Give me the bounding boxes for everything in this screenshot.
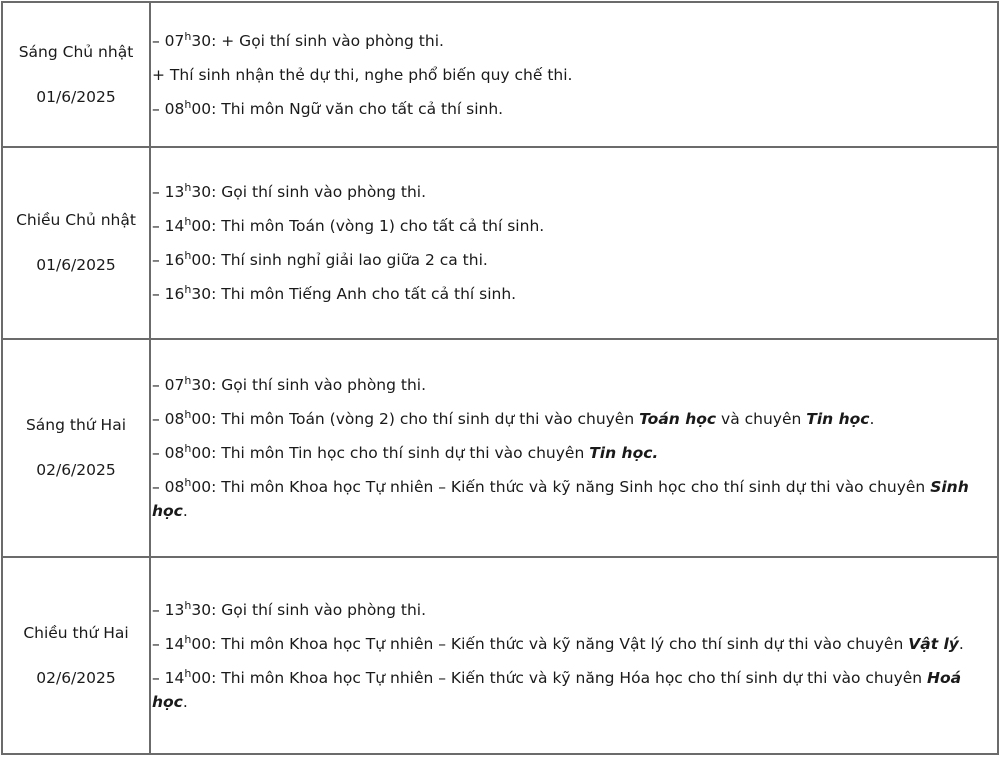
hour-superscript: h — [184, 598, 192, 612]
schedule-item — [151, 282, 997, 306]
hour-superscript: h — [184, 374, 192, 387]
session-date: 02/6/2025 — [36, 668, 116, 687]
item-text: – 07 — [152, 31, 185, 50]
schedule-item — [151, 97, 997, 121]
hour-superscript: h — [184, 283, 192, 296]
schedule-item — [151, 441, 997, 465]
schedule-item — [151, 29, 997, 53]
schedule-item — [151, 248, 997, 272]
session-cell — [2, 339, 150, 557]
item-text: 00: Thi môn Ngữ văn cho tất cả thí sinh. — [191, 99, 504, 118]
session-date: 01/6/2025 — [36, 87, 116, 106]
schedule-item — [151, 598, 997, 622]
session-day: Sáng Chủ nhật — [18, 42, 134, 61]
item-text: . — [958, 634, 964, 653]
hour-superscript: h — [184, 249, 192, 262]
schedule-row-monday-afternoon — [2, 557, 998, 754]
session-day: Chiều thứ Hai — [23, 623, 129, 642]
detail-cell — [150, 2, 998, 147]
item-text: – 07 — [152, 376, 185, 394]
schedule-item — [151, 63, 997, 87]
schedule-item — [151, 666, 997, 714]
item-text: 00: Thi môn Khoa học Tự nhiên – Kiến thức và kỹ năng Sinh học cho thí sinh dự thi vào chuyên — [191, 478, 931, 496]
item-text: 00: Thí sinh nghỉ giải lao giữa 2 ca thi. — [191, 251, 488, 269]
specialization-name: Toán học — [639, 410, 717, 428]
item-text: 00: Thi môn Tin học cho thí sinh dự thi vào chuyên — [191, 444, 590, 462]
specialization-name: Hoá học — [152, 668, 962, 711]
session-cell — [2, 557, 150, 754]
item-text: – 14 — [152, 668, 185, 687]
schedule-item — [151, 214, 997, 238]
session-date: 01/6/2025 — [36, 256, 116, 274]
session-date: 02/6/2025 — [36, 461, 116, 479]
item-text: 30: Gọi thí sinh vào phòng thi. — [191, 376, 427, 394]
item-text: 00: Thi môn Khoa học Tự nhiên – Kiến thức và kỹ năng Hóa học cho thí sinh dự thi vào chuyên — [191, 668, 928, 687]
schedule-row-monday-morning — [2, 339, 998, 557]
schedule-item — [151, 373, 997, 397]
item-text: 30: + Gọi thí sinh vào phòng thi. — [191, 31, 444, 50]
schedule-row-sunday-afternoon — [2, 147, 998, 339]
session-cell — [2, 2, 150, 147]
item-text: 30: Gọi thí sinh vào phòng thi. — [191, 183, 427, 201]
specialization-name: Sinh học — [152, 478, 969, 520]
detail-cell — [150, 557, 998, 754]
schedule-item — [151, 632, 997, 656]
detail-cell — [150, 339, 998, 557]
specialization-name: Tin học. — [589, 444, 659, 462]
item-text: 00: Thi môn Toán (vòng 2) cho thí sinh dự thi vào chuyên — [191, 410, 640, 428]
item-text: 00: Thi môn Toán (vòng 1) cho tất cả thí sinh. — [191, 217, 545, 235]
exam-schedule-table — [1, 1, 999, 755]
schedule-row-sunday-morning — [2, 2, 998, 147]
hour-superscript: h — [184, 408, 192, 421]
item-text: – 13 — [152, 600, 185, 619]
session-day: Sáng thứ Hai — [25, 416, 127, 434]
schedule-item — [151, 475, 997, 523]
hour-superscript: h — [184, 476, 192, 489]
item-text: – 16 — [152, 251, 185, 269]
hour-superscript: h — [184, 632, 192, 646]
item-text: – 13 — [152, 183, 185, 201]
item-text: . — [182, 502, 188, 520]
item-text: và chuyên — [716, 410, 807, 428]
session-cell — [2, 147, 150, 339]
hour-superscript: h — [184, 97, 192, 111]
item-text: 00: Thi môn Khoa học Tự nhiên – Kiến thức và kỹ năng Vật lý cho thí sinh dự thi vào chuyên — [191, 634, 909, 653]
hour-superscript: h — [184, 215, 192, 228]
item-text: . — [182, 692, 188, 711]
item-text: 30: Thi môn Tiếng Anh cho tất cả thí sinh. — [191, 285, 517, 303]
item-text: – 08 — [152, 478, 185, 496]
item-text: – 14 — [152, 634, 185, 653]
hour-superscript: h — [184, 666, 192, 680]
item-text: – 08 — [152, 410, 185, 428]
schedule-item — [151, 407, 997, 431]
session-day: Chiều Chủ nhật — [16, 211, 136, 229]
schedule-item — [151, 180, 997, 204]
specialization-name: Vật lý — [908, 634, 959, 653]
item-text: + Thí sinh nhận thẻ dự thi, nghe phổ biến quy chế thi. — [152, 65, 573, 84]
hour-superscript: h — [184, 442, 192, 455]
item-text: 30: Gọi thí sinh vào phòng thi. — [191, 600, 427, 619]
item-text: – 14 — [152, 217, 185, 235]
item-text: – 16 — [152, 285, 185, 303]
item-text: . — [869, 410, 875, 428]
specialization-name: Tin học — [806, 410, 870, 428]
item-text: – 08 — [152, 99, 185, 118]
item-text: – 08 — [152, 444, 185, 462]
hour-superscript: h — [184, 29, 192, 43]
detail-cell — [150, 147, 998, 339]
hour-superscript: h — [184, 181, 192, 194]
